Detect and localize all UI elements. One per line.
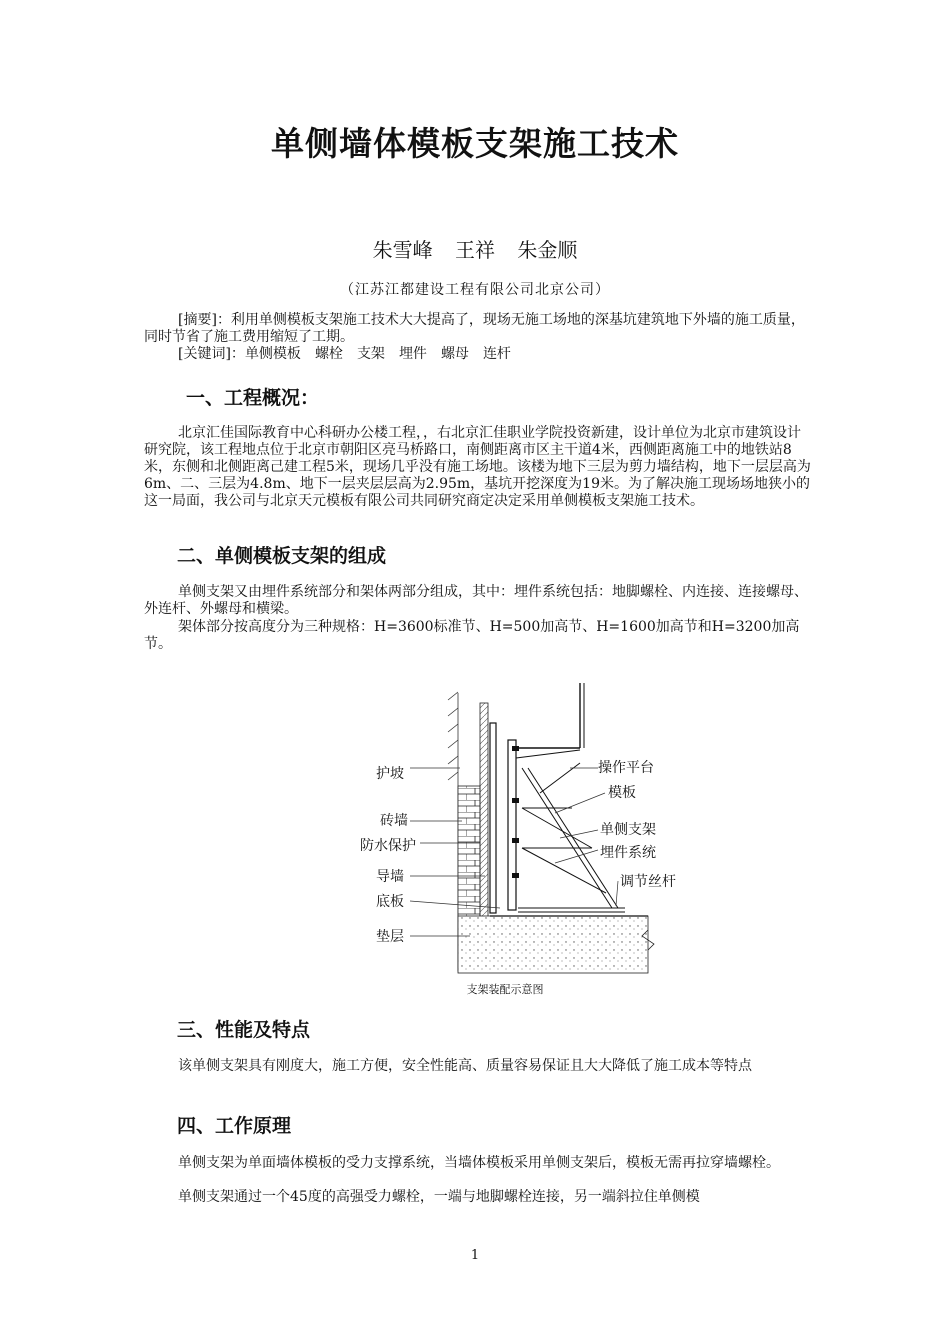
keywords — [144, 346, 812, 363]
section-heading-2: 二、单侧模板支架的组成 — [177, 545, 387, 567]
section-2-paragraph-1: 单侧支架又由埋件系统部分和架体两部分组成，其中：埋件系统包括：地脚螺栓、内连接、连接螺母、外连杆、外螺母和横梁。 — [144, 584, 808, 617]
section-4-paragraph-2: 单侧支架通过一个45度的高强受力螺栓，一端与地脚螺栓连接，另一端斜拉住单侧模 — [178, 1189, 700, 1205]
label-platform: 操作平台 — [598, 760, 654, 776]
label-brick-wall: 砖墙 — [380, 813, 408, 829]
page-number: 1 — [470, 1248, 480, 1263]
section-2-paragraph-2: 架体部分按高度分为三种规格：H=3600标准节、H=500加高节、H=1600加高节和H=3200加高节。 — [144, 619, 800, 652]
keyword: 螺母 — [440, 346, 469, 362]
section-heading-4: 四、工作原理 — [177, 1115, 292, 1137]
keyword: 埋件 — [398, 346, 427, 362]
abstract-text: ：利用单侧模板支架施工技术大大提高了，现场无施工场地的深基坑建筑地下外墙的施工质量，同时节省了施工费用缩短了工期。 — [144, 312, 805, 345]
section-heading-3: 三、性能及特点 — [177, 1019, 311, 1041]
keyword: 螺栓 — [314, 346, 343, 362]
keyword: 支架 — [356, 346, 385, 362]
author-2: 王祥 — [455, 238, 495, 262]
author-3: 朱金顺 — [517, 238, 578, 262]
assembly-diagram — [340, 668, 676, 998]
label-bracket: 单侧支架 — [600, 822, 656, 838]
abstract — [144, 312, 812, 346]
label-adjust-screw: 调节丝杆 — [620, 874, 676, 890]
section-3-paragraph-1: 该单侧支架具有刚度大，施工方便，安全性能高、质量容易保证且大大降低了施工成本等特点 — [178, 1058, 752, 1074]
section-4-paragraph-1: 单侧支架为单面墙体模板的受力支撑系统，当墙体模板采用单侧支架后，模板无需再拉穿墙螺栓。 — [178, 1155, 780, 1171]
section-1-paragraph-1: 北京汇佳国际教育中心科研办公楼工程，，右北京汇佳职业学院投资新建，设计单位为北京市建筑设计研究院，该工程地点位于北京市朝阳区亮马桥路口，南侧距离市区主干道4米，西侧距离施工中的地铁站8米，东侧和北侧距离己建工程5米，现场几乎没有施工场地。该楼为地下三层为剪力墙结构，地下一层层高为6m、二、三层为4.8m、地下一层夹层层高为2.95m，基坑开挖深度为19米。为了解决施工现场场地狭小的这一局面，我公司与北京天元模板有限公司共同研究商定决定采用单侧模板支架施工技术。 — [144, 425, 811, 509]
abstract-label: [摘要] — [178, 312, 217, 328]
page-title: 单侧墙体模板支架施工技术 — [271, 124, 679, 163]
section-heading-1: 一、工程概况： — [186, 387, 320, 409]
label-waterproof: 防水保护 — [360, 838, 416, 854]
keywords-label: [关键词]： — [178, 346, 245, 362]
affiliation: （江苏江都建设工程有限公司北京公司） — [340, 282, 610, 298]
keyword: 单侧模板 — [244, 346, 301, 362]
label-guide-wall: 导墙 — [376, 869, 404, 885]
figure-caption: 支架装配示意图 — [466, 983, 544, 996]
label-slope: 护坡 — [376, 766, 404, 782]
label-formwork: 模板 — [608, 785, 636, 801]
author-list — [0, 234, 950, 263]
label-base-slab: 底板 — [376, 894, 404, 910]
label-embedded-system: 埋件系统 — [600, 845, 656, 861]
keyword: 连杆 — [482, 346, 511, 362]
label-cushion: 垫层 — [376, 929, 404, 945]
author-1: 朱雪峰 — [372, 238, 433, 262]
